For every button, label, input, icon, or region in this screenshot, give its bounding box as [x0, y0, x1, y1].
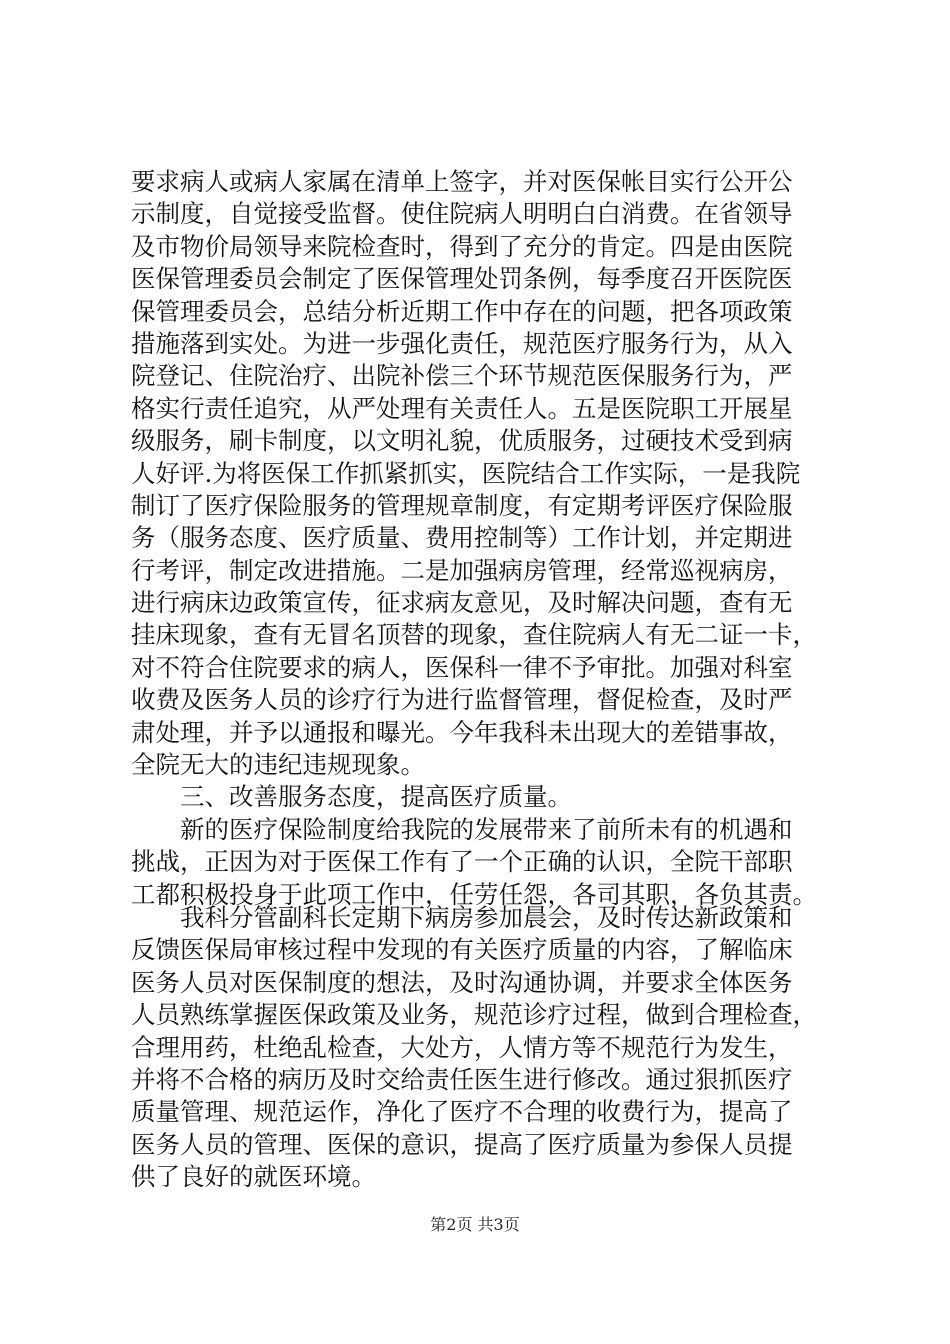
text-line: 挂床现象，查有无冒名顶替的现象，查住院病人有无二证一卡，: [131, 620, 817, 650]
body-text-block: [131, 166, 831, 911]
text-line: 人好评.为将医保工作抓紧抓实，医院结合工作实际，一是我院: [131, 458, 801, 488]
page-footer: [0, 1215, 950, 1235]
text-line: 医务人员的管理、医保的意识，提高了医疗质量为参保人员提: [131, 1129, 793, 1159]
text-line: 院登记、住院治疗、出院补偿三个环节规范医保服务行为，严: [131, 361, 793, 391]
text-line: 行考评，制定改进措施。二是加强病房管理，经常巡视病房，: [131, 555, 793, 585]
body-text-block: [131, 902, 831, 1194]
text-line: 医保管理委员会制定了医保管理处罚条例，每季度召开医院医: [131, 264, 793, 294]
text-line: 并将不合格的病历及时交给责任医生进行修改。通过狠抓医疗: [131, 1064, 793, 1094]
text-line: 对不符合住院要求的病人，医保科一律不予审批。加强对科室: [131, 652, 793, 682]
text-line: 肃处理，并予以通报和曝光。今年我科未出现大的差错事故，: [131, 717, 793, 747]
text-line: 全院无大的违纪违规现象。: [131, 750, 425, 780]
text-line: 示制度，自觉接受监督。使住院病人明明白白消费。在省领导: [131, 199, 793, 229]
text-line: 制订了医疗保险服务的管理规章制度，有定期考评医疗保险服: [131, 490, 793, 520]
text-line: 合理用药，杜绝乱检查，大处方，人情方等不规范行为发生，: [131, 1032, 793, 1062]
text-line: 质量管理、规范运作，净化了医疗不合理的收费行为，提高了: [131, 1097, 793, 1127]
text-line: 新的医疗保险制度给我院的发展带来了前所未有的机遇和: [180, 814, 793, 844]
text-line: 务（服务态度、医疗质量、费用控制等）工作计划，并定期进: [131, 523, 793, 553]
text-line: 人员熟练掌握医保政策及业务，规范诊疗过程，做到合理检查，: [131, 1000, 817, 1030]
text-line: 保管理委员会，总结分析近期工作中存在的问题，把各项政策: [131, 296, 793, 326]
text-line: 措施落到实处。为进一步强化责任，规范医疗服务行为，从入: [131, 328, 793, 358]
text-line: 供了良好的就医环境。: [131, 1162, 376, 1192]
text-line: 反馈医保局审核过程中发现的有关医疗质量的内容，了解临床: [131, 935, 793, 965]
text-line: 工都积极投身于此项工作中，任劳任怨，各司其职，各负其责。: [131, 879, 817, 909]
section-heading: 三、改善服务态度，提高医疗质量。: [180, 782, 572, 812]
text-line: 医务人员对医保制度的想法，及时沟通协调，并要求全体医务: [131, 967, 793, 997]
text-line: 进行病床边政策宣传，征求病友意见，及时解决问题，查有无: [131, 588, 793, 618]
text-line: 我科分管副科长定期下病房参加晨会，及时传达新政策和: [180, 903, 793, 932]
page-number: 第2页 共3页: [430, 1215, 520, 1234]
text-line: 格实行责任追究，从严处理有关责任人。五是医院职工开展星: [131, 393, 793, 423]
text-line: 要求病人或病人家属在清单上签字，并对医保帐目实行公开公: [131, 167, 793, 196]
text-line: 级服务，刷卡制度，以文明礼貌，优质服务，过硬技术受到病: [131, 426, 793, 456]
text-line: 挑战，正因为对于医保工作有了一个正确的认识，全院干部职: [131, 847, 793, 877]
text-line: 收费及医务人员的诊疗行为进行监督管理，督促检查，及时严: [131, 685, 793, 715]
text-line: 及市物价局领导来院检查时，得到了充分的肯定。四是由医院: [131, 231, 793, 261]
